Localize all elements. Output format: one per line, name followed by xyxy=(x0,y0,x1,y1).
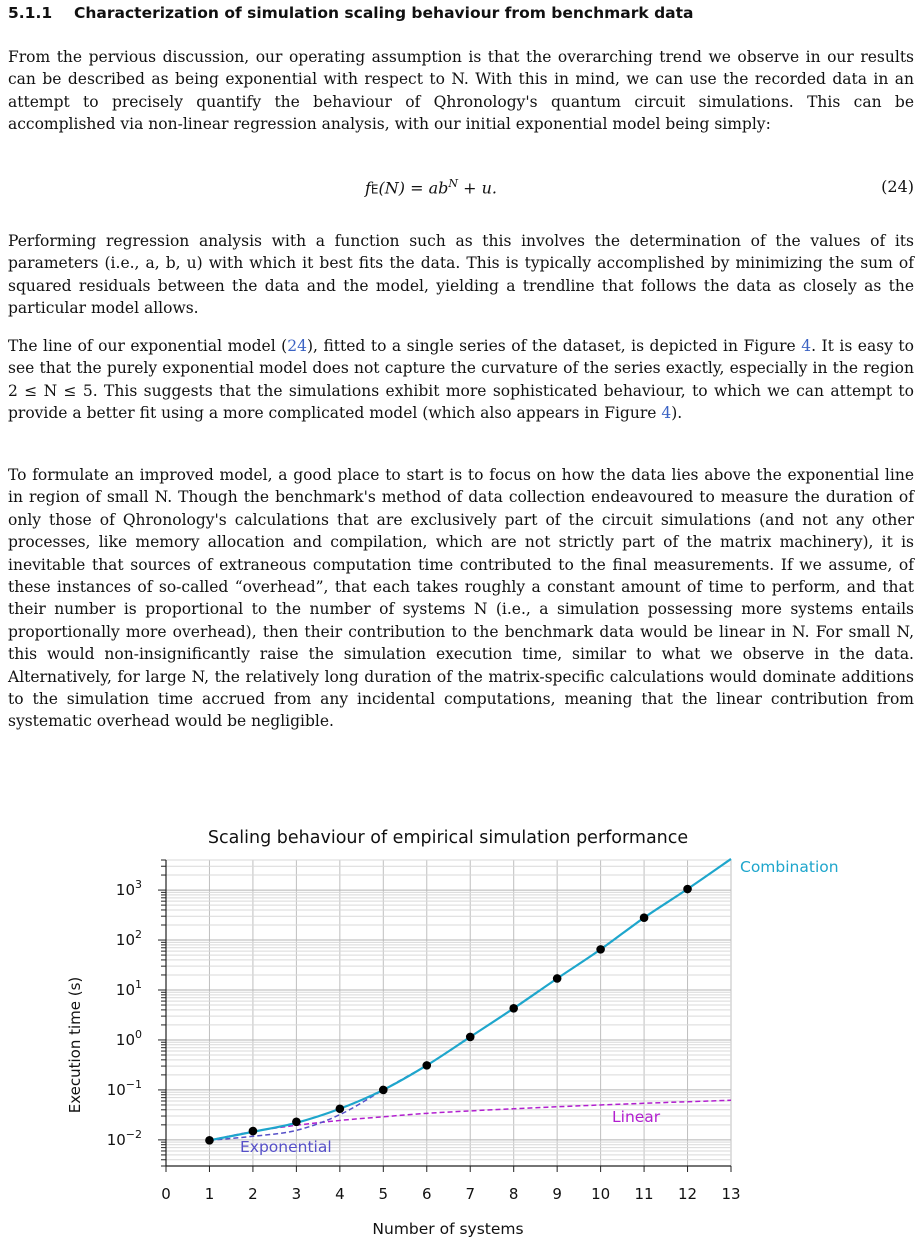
figure-ref-link[interactable]: 4 xyxy=(661,404,672,423)
chart-axes xyxy=(107,860,741,1203)
series-label-combination: Combination xyxy=(740,858,839,876)
section-heading xyxy=(8,4,913,22)
x-tick-label: 8 xyxy=(508,1185,519,1203)
data-point xyxy=(422,1061,431,1070)
y-tick-label: $10^{-1}$ xyxy=(106,1077,142,1099)
x-axis-label: Number of systems xyxy=(372,1220,524,1238)
data-point xyxy=(683,885,692,894)
series-line-exponential xyxy=(209,1065,426,1140)
series-label-exponential: Exponential xyxy=(240,1138,332,1156)
x-tick-label: 5 xyxy=(378,1185,389,1203)
paragraph-intro: From the pervious discussion, our operating assumption is that the overarching trend we observe in our results can be described as being exponential with respect to N. With this in mind, we can use the recorded data in an attempt to precisely quantify the behaviour of Qhronology's quantum circuit simulations. This can be accomplished via non-linear regression analysis, with our initial exponential model being simply: xyxy=(8,48,914,134)
scaling-chart xyxy=(0,820,921,1244)
x-tick-label: 0 xyxy=(161,1185,171,1203)
x-tick-label: 2 xyxy=(248,1185,258,1203)
y-tick-label: $10^2$ xyxy=(115,928,142,950)
x-tick-label: 7 xyxy=(465,1185,476,1203)
x-tick-label: 4 xyxy=(335,1185,345,1203)
equation-24 xyxy=(8,177,914,201)
x-tick-label: 9 xyxy=(552,1185,562,1203)
y-tick-label: $10^1$ xyxy=(115,977,142,999)
data-point xyxy=(553,974,562,983)
paragraph-regression: Performing regression analysis with a function such as this involves the determination of the values of its parameters (i.e., a, b, u) with which it best fits the data. This is typically accomplished by minimizing the sum of squared residuals between the data and the model, yielding a trendline that follows the data as closely as the particular model allows. xyxy=(8,232,914,318)
series-label-linear: Linear xyxy=(612,1108,661,1126)
equation-number: (24) xyxy=(881,177,914,196)
data-point xyxy=(640,913,649,922)
section-title: Characterization of simulation scaling behaviour from benchmark data xyxy=(74,4,694,22)
x-tick-label: 13 xyxy=(721,1185,741,1203)
y-tick-label: $10^3$ xyxy=(115,878,142,900)
chart-data-points xyxy=(205,885,692,1145)
data-point xyxy=(466,1033,475,1042)
section-number: 5.1.1 xyxy=(8,4,53,22)
paragraph-improved-model: To formulate an improved model, a good place to start is to focus on how the data lies above the exponential line in region of small N. Though the benchmark's method of data collection endeavoured to measure the duration of only those of Qhronology's calculations that are exclusively part of the circuit simulations (and not any other processes, like memory allocation and compilation, which are not strictly part of the matrix machinery), it is inevitable that sources of extraneous computation time contributed to the final measurements. If we assume, of these instances of so-called “overhead”, that each takes roughly a constant amount of time to perform, and that their number is proportional to the number of systems N (i.e., a simulation possessing more systems entails proportionally more overhead), then their contribution to the benchmark data would be linear in N. For small N, this would non-insignificantly raise the simulation execution time, similar to what we observe in the data. Alternatively, for large N, the relatively long duration of the matrix-specific calculations would dominate additions to the simulation time accrued from any incidental computations, meaning that the linear contribution from systematic overhead would be negligible. xyxy=(8,466,914,731)
x-tick-label: 6 xyxy=(421,1185,432,1203)
y-tick-label: $10^{-2}$ xyxy=(106,1127,142,1149)
equation-ref-link[interactable]: 24 xyxy=(287,337,307,355)
data-point xyxy=(205,1136,214,1145)
x-tick-label: 12 xyxy=(677,1185,698,1203)
data-point xyxy=(292,1118,301,1127)
data-point xyxy=(509,1004,518,1013)
chart-title: Scaling behaviour of empirical simulation performance xyxy=(207,828,689,848)
y-axis-label: Execution time (s) xyxy=(66,976,84,1114)
data-point xyxy=(249,1127,258,1136)
data-point xyxy=(336,1104,345,1113)
paragraph-figure-reference: The line of our exponential model (24), fitted to a single series of the dataset, is depicted in Figure 4. It is easy to see that the purely exponential model does not capture the curvature of the series exactly, especially in the region 2 ≤ N ≤ 5. This suggests that the simulations exhibit more sophisticated behaviour, to which we can attempt to provide a better fit using a more complicated model (which also appears in Figure 4). xyxy=(8,337,914,423)
x-tick-label: 3 xyxy=(291,1185,302,1203)
x-tick-label: 1 xyxy=(204,1185,215,1203)
equation-formula: $fE(N) = ab^N + u$. xyxy=(365,177,497,198)
data-point xyxy=(596,945,605,954)
y-tick-label: $10^0$ xyxy=(115,1027,142,1049)
x-tick-label: 11 xyxy=(634,1185,654,1203)
data-point xyxy=(379,1086,388,1095)
x-tick-label: 10 xyxy=(591,1185,611,1203)
figure-ref-link[interactable]: 4 xyxy=(801,337,812,355)
